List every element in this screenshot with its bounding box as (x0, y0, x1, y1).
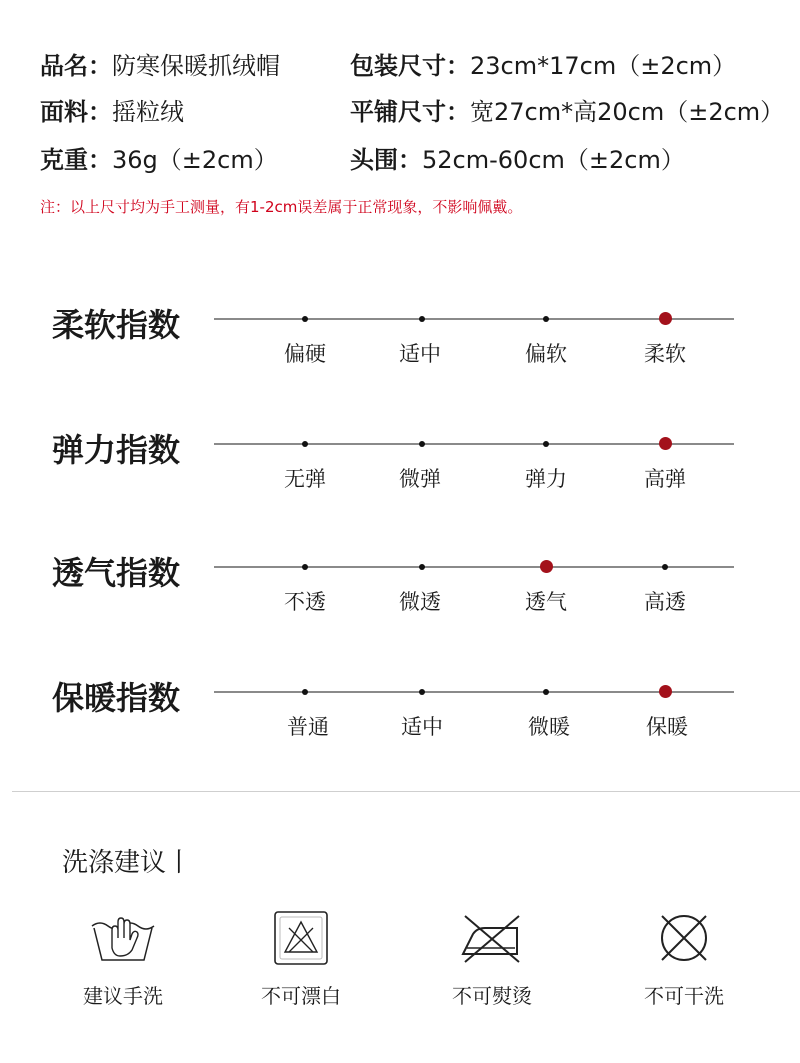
scale-dot (543, 689, 549, 695)
wash-item-hand-wash (43, 908, 203, 1018)
index-title: 柔软指数 (52, 306, 181, 344)
scale-label: 适中 (401, 715, 443, 739)
wash-label: 不可熨烫 (452, 984, 532, 1008)
spec-key: 包装尺寸： (350, 52, 470, 80)
wash-label: 建议手洗 (83, 984, 163, 1008)
scale-dot-selected (659, 685, 672, 698)
spec-key: 头围： (350, 146, 422, 174)
index-scale-line (214, 566, 734, 568)
index-row-warmth (0, 673, 800, 753)
spec-value: 摇粒绒 (112, 98, 184, 126)
index-title: 透气指数 (52, 554, 181, 592)
scale-label: 微弹 (399, 467, 441, 491)
wash-item-no-bleach (221, 908, 381, 1018)
index-scale-line (214, 318, 734, 320)
scale-dot (419, 316, 425, 322)
wash-label: 不可漂白 (261, 984, 341, 1008)
scale-label: 微透 (399, 590, 441, 614)
spec-head-size (350, 148, 685, 172)
spec-flat-size (350, 100, 784, 124)
scale-dot (543, 441, 549, 447)
scale-label: 不透 (284, 590, 326, 614)
spec-value: 52cm-60cm（±2cm） (422, 146, 685, 174)
scale-label: 高弹 (644, 467, 686, 491)
scale-label: 偏软 (525, 342, 567, 366)
scale-dot (302, 689, 308, 695)
scale-label: 普通 (287, 715, 329, 739)
scale-label: 偏硬 (284, 342, 326, 366)
index-scale-line (214, 691, 734, 693)
spec-package-size (350, 54, 736, 78)
no-bleach-icon (271, 908, 331, 968)
scale-dot (419, 689, 425, 695)
measurement-note: 注：以上尺寸均为手工测量，有1-2cm误差属于正常现象，不影响佩戴。 (40, 198, 523, 216)
index-title: 弹力指数 (52, 431, 181, 469)
scale-dot-selected (659, 312, 672, 325)
index-row-breathability (0, 548, 800, 628)
scale-dot (302, 316, 308, 322)
hand-wash-icon (88, 908, 158, 970)
spec-value: 23cm*17cm（±2cm） (470, 52, 737, 80)
wash-item-no-dry-clean (604, 908, 764, 1018)
wash-label: 不可干洗 (644, 984, 724, 1008)
section-divider (12, 791, 800, 792)
index-title: 保暖指数 (52, 679, 181, 717)
spec-value: 36g（±2cm） (112, 146, 278, 174)
spec-product-name (40, 54, 280, 78)
scale-dot (302, 564, 308, 570)
scale-label: 无弹 (284, 467, 326, 491)
scale-dot (662, 564, 668, 570)
spec-value: 宽27cm*高20cm（±2cm） (470, 98, 785, 126)
scale-dot (543, 316, 549, 322)
scale-label: 柔软 (644, 342, 686, 366)
spec-key: 平铺尺寸： (350, 98, 470, 126)
scale-dot (419, 441, 425, 447)
spec-key: 克重： (40, 146, 112, 174)
scale-dot (302, 441, 308, 447)
spec-value: 防寒保暖抓绒帽 (112, 52, 280, 80)
spec-key: 面料： (40, 98, 112, 126)
wash-section-title: 洗涤建议丨 (62, 848, 193, 878)
scale-label: 微暖 (528, 715, 570, 739)
spec-weight (40, 148, 278, 172)
index-row-elasticity (0, 425, 800, 505)
wash-item-no-iron (412, 908, 572, 1018)
scale-dot-selected (659, 437, 672, 450)
scale-dot (419, 564, 425, 570)
spec-fabric (40, 100, 184, 124)
index-row-softness (0, 300, 800, 380)
index-scale-line (214, 443, 734, 445)
scale-dot-selected (540, 560, 553, 573)
scale-label: 保暖 (646, 715, 688, 739)
scale-label: 高透 (644, 590, 686, 614)
no-dry-clean-icon (654, 908, 714, 968)
scale-label: 透气 (525, 590, 567, 614)
scale-label: 弹力 (525, 467, 567, 491)
spec-key: 品名： (40, 52, 112, 80)
no-iron-icon (457, 908, 527, 968)
scale-label: 适中 (399, 342, 441, 366)
